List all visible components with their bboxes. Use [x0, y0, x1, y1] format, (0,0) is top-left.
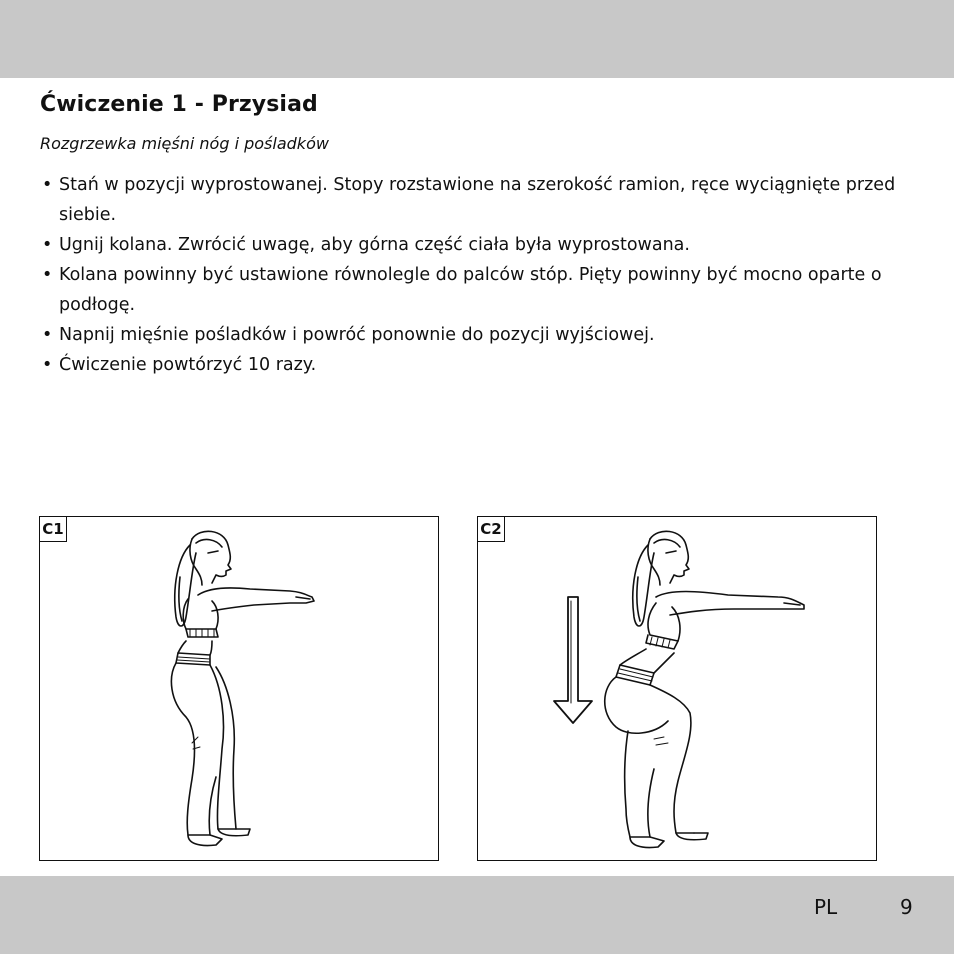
top-gray-band: [0, 0, 954, 78]
instruction-item: • Napnij mięśnie pośladków i powróć ponownie do pozycji wyjściowej.: [42, 320, 922, 350]
figure-c1: [39, 516, 439, 861]
instruction-item: • Ćwiczenie powtórzyć 10 razy.: [42, 350, 922, 380]
instruction-item: • Kolana powinny być ustawione równolegle do palców stóp. Pięty powinny być mocno oparte o podłogę.: [42, 260, 922, 320]
instruction-item: • Stań w pozycji wyprostowanej. Stopy rozstawione na szerokość ramion, ręce wyciągnięte przed siebie.: [42, 170, 922, 230]
instruction-item: • Ugnij kolana. Zwrócić uwagę, aby górna część ciała była wyprostowana.: [42, 230, 922, 260]
figure-label-c1: C1: [40, 517, 67, 542]
figure-label-c2: C2: [478, 517, 505, 542]
squatting-woman-illustration: [478, 517, 878, 862]
instruction-list: [42, 170, 922, 380]
exercise-subtitle: Rozgrzewka mięśni nóg i pośladków: [40, 134, 329, 153]
page-number: 9: [900, 895, 913, 919]
exercise-title: Ćwiczenie 1 - Przysiad: [40, 92, 318, 117]
language-code: PL: [814, 895, 838, 919]
figure-c2: [477, 516, 877, 861]
standing-woman-illustration: [40, 517, 440, 862]
bottom-gray-band: [0, 876, 954, 954]
